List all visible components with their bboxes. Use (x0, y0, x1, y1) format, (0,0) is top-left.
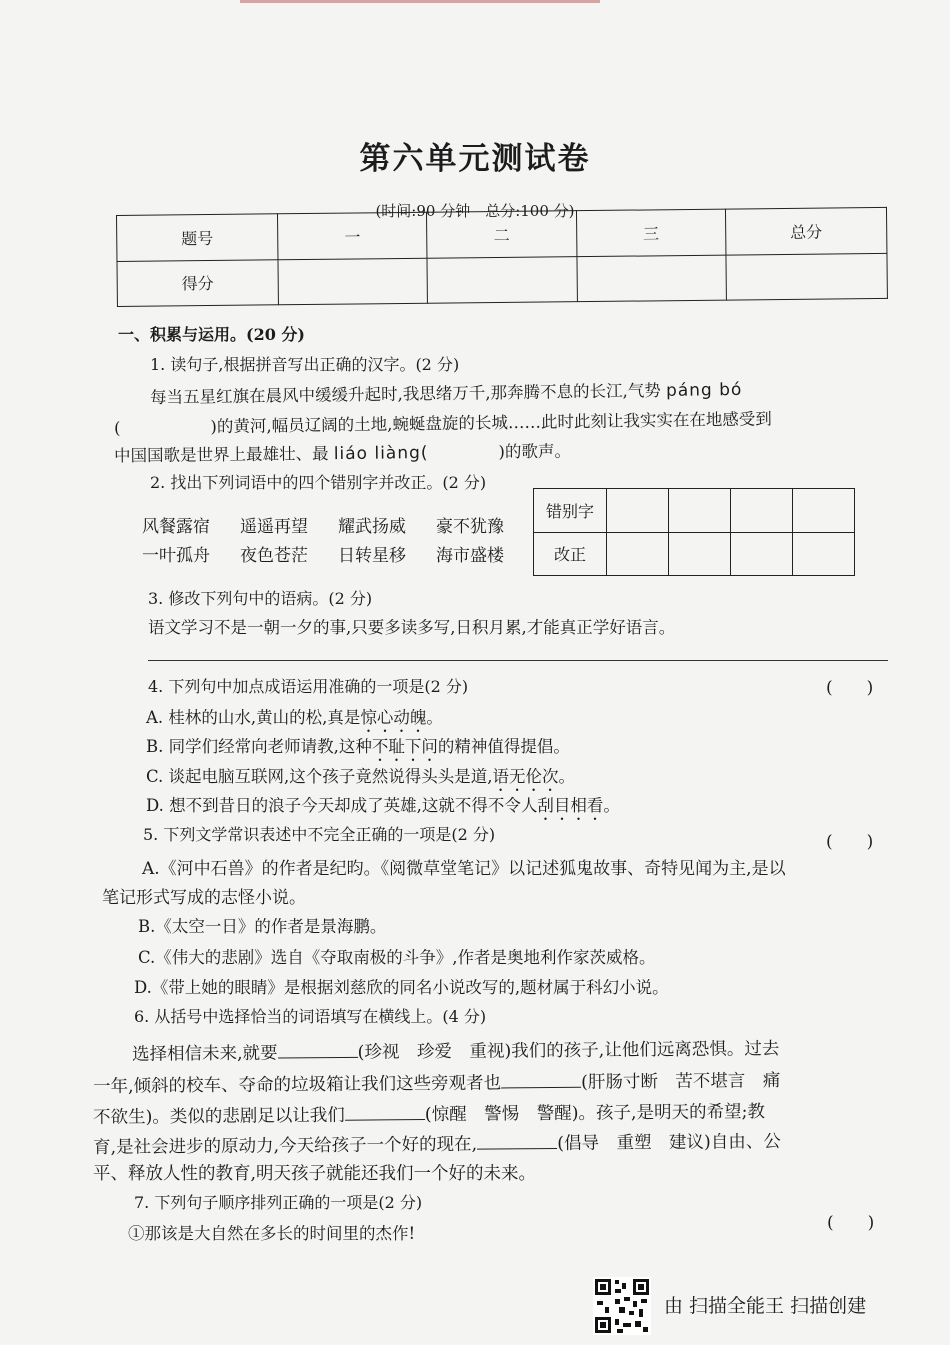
option-text: A. 桂林的山水,黄山的松,真是 (146, 708, 361, 727)
correction-cell[interactable] (731, 489, 793, 533)
option-c: C.《伟大的悲剧》选自《夺取南极的斗争》,作者是奥地利作家茨威格。 (138, 948, 656, 967)
correction-row (534, 532, 855, 576)
score-cell-total: 总分 (725, 207, 886, 254)
option-c (146, 763, 575, 795)
question-6-line (132, 1035, 779, 1066)
option-a (146, 704, 443, 736)
option-a-cont: 笔记形式写成的志怪小说。 (102, 888, 306, 908)
correction-label-fix: 改正 (534, 532, 607, 576)
dotted-idiom: 惊心动魄 (360, 708, 427, 727)
dotted-idiom: 语无伦次 (492, 767, 559, 786)
question-6-line (93, 1067, 781, 1098)
correction-cell[interactable] (793, 532, 855, 576)
score-table (116, 207, 888, 307)
option-b: B.《太空一日》的作者是景海鹏。 (138, 917, 387, 936)
fill-blank[interactable] (277, 1043, 357, 1059)
question-2-stem: 2. 找出下列词语中的四个错别字并改正。(2 分) (150, 473, 487, 492)
option-text: 。 (603, 796, 620, 815)
option-text: C. 谈起电脑互联网,这个孩子竟然说得头头是道, (146, 767, 493, 786)
q6-text: (肝肠寸断 苦不堪言 痛 (580, 1071, 781, 1093)
question-6-line (93, 1128, 781, 1159)
fill-blank[interactable] (477, 1134, 557, 1150)
option-text: 。 (426, 708, 443, 727)
pinyin: páng bó (665, 379, 743, 401)
correction-row (534, 489, 855, 533)
word-item: 耀武扬威 (338, 517, 406, 537)
score-cell (577, 255, 727, 302)
correction-table (533, 488, 855, 576)
question-7-stem: 7. 下列句子顺序排列正确的一项是(2 分) (134, 1193, 423, 1212)
score-cell-label: 题号 (117, 214, 278, 261)
question-1-text: )的黄河,幅员辽阔的土地,蜿蜒盘旋的长城……此时此刻让我实实在在地感受到 (210, 409, 772, 437)
q6-text: (珍视 珍爱 重视)我们的孩子,让他们远离恐惧。过去 (357, 1039, 780, 1063)
score-table-row (117, 253, 887, 307)
question-3-stem: 3. 修改下列句中的语病。(2 分) (148, 589, 373, 608)
question-1-text: 中国国歌是世界上最雄壮、最 (113, 444, 329, 466)
q6-text: 一年,倾斜的校车、夺命的垃圾箱让我们这些旁观者也 (92, 1073, 502, 1097)
correction-cell[interactable] (669, 489, 731, 533)
dotted-idiom: 不耻下问 (371, 737, 438, 756)
fill-blank[interactable] (501, 1073, 581, 1089)
question-1-line (114, 405, 772, 438)
question-5-stem: 5. 下列文学常识表述中不完全正确的一项是(2 分) (143, 825, 496, 844)
word-list-row (142, 541, 534, 566)
correction-cell[interactable] (669, 532, 731, 576)
word-item: 遥遥再望 (240, 517, 308, 537)
section-heading: 一、积累与运用。(20 分) (118, 325, 305, 344)
q6-text: (惊醒 警惕 警醒)。孩子,是明天的希望;教 (424, 1102, 766, 1126)
word-item: 豪不犹豫 (436, 517, 504, 537)
correction-label-wrong: 错别字 (534, 489, 607, 533)
q6-text: 选择相信未来,就要 (131, 1043, 278, 1065)
word-item: 一叶孤舟 (142, 546, 210, 566)
option-text: 的精神值得提倡。 (437, 737, 570, 756)
score-cell (427, 256, 577, 303)
dotted-idiom: 刮目相看 (537, 796, 604, 815)
fill-blank[interactable] (345, 1105, 425, 1121)
qr-code-icon (593, 1277, 651, 1335)
question-6-line (93, 1098, 765, 1129)
question-1-text: 每当五星红旗在晨风中缓缓升起时,我思绪万千,那奔腾不息的长江,气势 (149, 381, 661, 408)
word-item: 海市盛楼 (436, 546, 504, 566)
score-cell (726, 253, 887, 300)
q6-text: 育,是社会进步的原动力,今天给孩子一个好的现在, (92, 1134, 478, 1159)
paren-open: ( (113, 418, 121, 438)
question-4-stem: 4. 下列句中加点成语运用准确的一项是(2 分) (148, 677, 469, 696)
question-3-sentence: 语文学习不是一朝一夕的事,只要多读多写,日积月累,才能真正学好语言。 (148, 618, 676, 637)
answer-paren[interactable]: ( ) (827, 1213, 875, 1233)
option-b (146, 733, 570, 765)
correction-cell[interactable] (793, 489, 855, 533)
q6-text: 不欲生)。类似的悲剧足以让我们 (92, 1105, 345, 1128)
correction-cell[interactable] (607, 489, 669, 533)
score-cell (278, 258, 428, 305)
correction-cell[interactable] (607, 532, 669, 576)
top-edge-mark (240, 0, 600, 3)
score-table-row (117, 207, 887, 261)
option-text: 。 (558, 767, 576, 786)
word-item: 夜色苍茫 (240, 546, 308, 566)
question-6-stem: 6. 从括号中选择恰当的词语填写在横线上。(4 分) (134, 1007, 487, 1026)
scanner-watermark: 由 扫描全能王 扫描创建 (664, 1295, 867, 1317)
correction-cell[interactable] (731, 532, 793, 576)
score-cell: 一 (277, 212, 427, 259)
answer-paren[interactable]: ( ) (826, 678, 874, 698)
option-d: D.《带上她的眼睛》是根据刘慈欣的同名小说改写的,题材属于科幻小说。 (134, 978, 669, 997)
question-1-line (150, 376, 743, 408)
question-1-line (114, 438, 571, 467)
page-title: 第六单元测试卷 (359, 141, 591, 177)
option-d (146, 792, 620, 824)
q6-text: (倡导 重塑 建议)自由、公 (557, 1131, 781, 1154)
pinyin: liáo liàng( (333, 443, 429, 465)
word-item: 日转星移 (338, 546, 406, 566)
question-6-line: 平、释放人性的教育,明天孩子就能还我们一个好的未来。 (93, 1164, 537, 1184)
question-7-item: ①那该是大自然在多长的时间里的杰作! (128, 1224, 416, 1243)
option-text: D. 想不到昔日的浪子今天却成了英雄,这就不得不令人 (146, 796, 538, 815)
exam-meta: (时间:90 分钟 总分:100 分) (375, 202, 575, 220)
question-1-text: )的歌声。 (498, 441, 572, 462)
score-cell-label: 得分 (117, 259, 278, 306)
question-1-stem: 1. 读句子,根据拼音写出正确的汉字。(2 分) (150, 355, 460, 374)
option-text: B. 同学们经常向老师请教,这种 (146, 737, 372, 756)
answer-paren[interactable]: ( ) (826, 832, 874, 852)
word-item: 风餐露宿 (142, 517, 210, 537)
answer-line[interactable] (148, 660, 888, 661)
option-a: A.《河中石兽》的作者是纪昀。《阅微草堂笔记》以记述狐鬼故事、奇特见闻为主,是以 (142, 859, 786, 879)
score-cell: 三 (576, 209, 726, 256)
word-list-row (142, 512, 534, 537)
score-cell: 二 (427, 211, 577, 258)
